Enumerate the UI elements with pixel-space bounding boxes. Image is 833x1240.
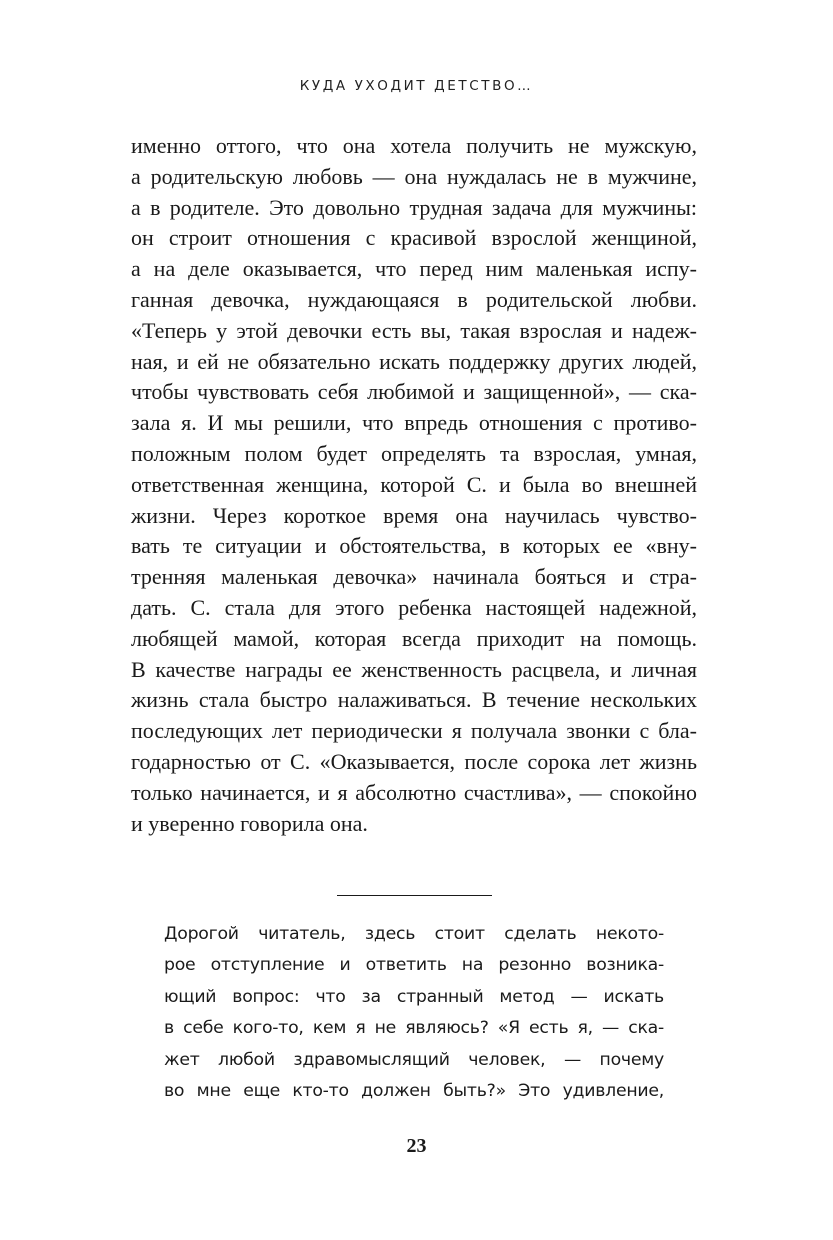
text-line: только начинается, и я абсолютно счастлива», — спокойно [131, 779, 697, 805]
text-line: годарностью от С. «Оказывается, после сорока лет жизнь [131, 748, 697, 774]
aside-line: Дорогой читатель, здесь стоит сделать некото- [164, 924, 664, 944]
running-head: КУДА УХОДИТ ДЕТСТВО… [299, 78, 534, 94]
text-line: зала я. И мы решили, что впредь отношения с противо- [131, 410, 697, 436]
aside-line: в себе кого-то, кем я не являюсь? «Я есть я, — ска- [164, 1018, 664, 1039]
aside-text [164, 919, 664, 1107]
text-line: именно оттого, что она хотела получить не мужскую, [131, 133, 697, 158]
text-line: В качестве награды ее женственность расцвела, и личная [131, 656, 697, 682]
main-text [131, 131, 697, 839]
text-line: тренняя маленькая девочка» начинала бояться и стра- [131, 564, 697, 590]
text-line: положным полом будет определять та взрослая, умная, [131, 440, 697, 466]
text-line: любящей мамой, которая всегда приходит на помощь. [131, 625, 697, 651]
section-divider [337, 895, 492, 896]
text-line: жизнь стала быстро налаживаться. В течение нескольких [131, 687, 697, 713]
aside-line: ющий вопрос: что за странный метод — искать [164, 986, 664, 1007]
text-line: вать те ситуации и обстоятельства, в которых ее «вну- [131, 533, 697, 559]
text-line: а на деле оказывается, что перед ним маленькая испу- [131, 256, 697, 282]
text-line: жизни. Через короткое время она научилась чувство- [131, 502, 697, 528]
text-line: чтобы чувствовать себя любимой и защищенной», — ска- [131, 379, 697, 405]
text-line: «Теперь у этой девочки есть вы, такая взрослая и надеж- [131, 317, 697, 343]
aside-line: жет любой здравомыслящий человек, — почему [164, 1049, 664, 1070]
text-line: ответственная женщина, которой С. и была во внешней [131, 471, 697, 497]
text-line: ная, и ей не обязательно искать поддержку других людей, [131, 348, 697, 374]
text-line: а родительскую любовь — она нуждалась не в мужчине, [131, 163, 697, 189]
text-line: а в родителе. Это довольно трудная задача для мужчины: [131, 194, 697, 220]
text-line: ганная девочка, нуждающаяся в родительской любви. [131, 286, 697, 312]
page-number: 23 [406, 1135, 427, 1157]
text-line: дать. С. стала для этого ребенка настоящей надежной, [131, 594, 697, 620]
text-line: и уверенно говорила она. [131, 810, 368, 836]
text-line: последующих лет периодически я получала звонки с бла- [131, 718, 697, 744]
text-line: он строит отношения с красивой взрослой женщиной, [131, 225, 697, 251]
aside-line: во мне еще кто-то должен быть?» Это удивление, [164, 1080, 664, 1101]
aside-line: рое отступление и ответить на резонно возника- [164, 955, 664, 976]
